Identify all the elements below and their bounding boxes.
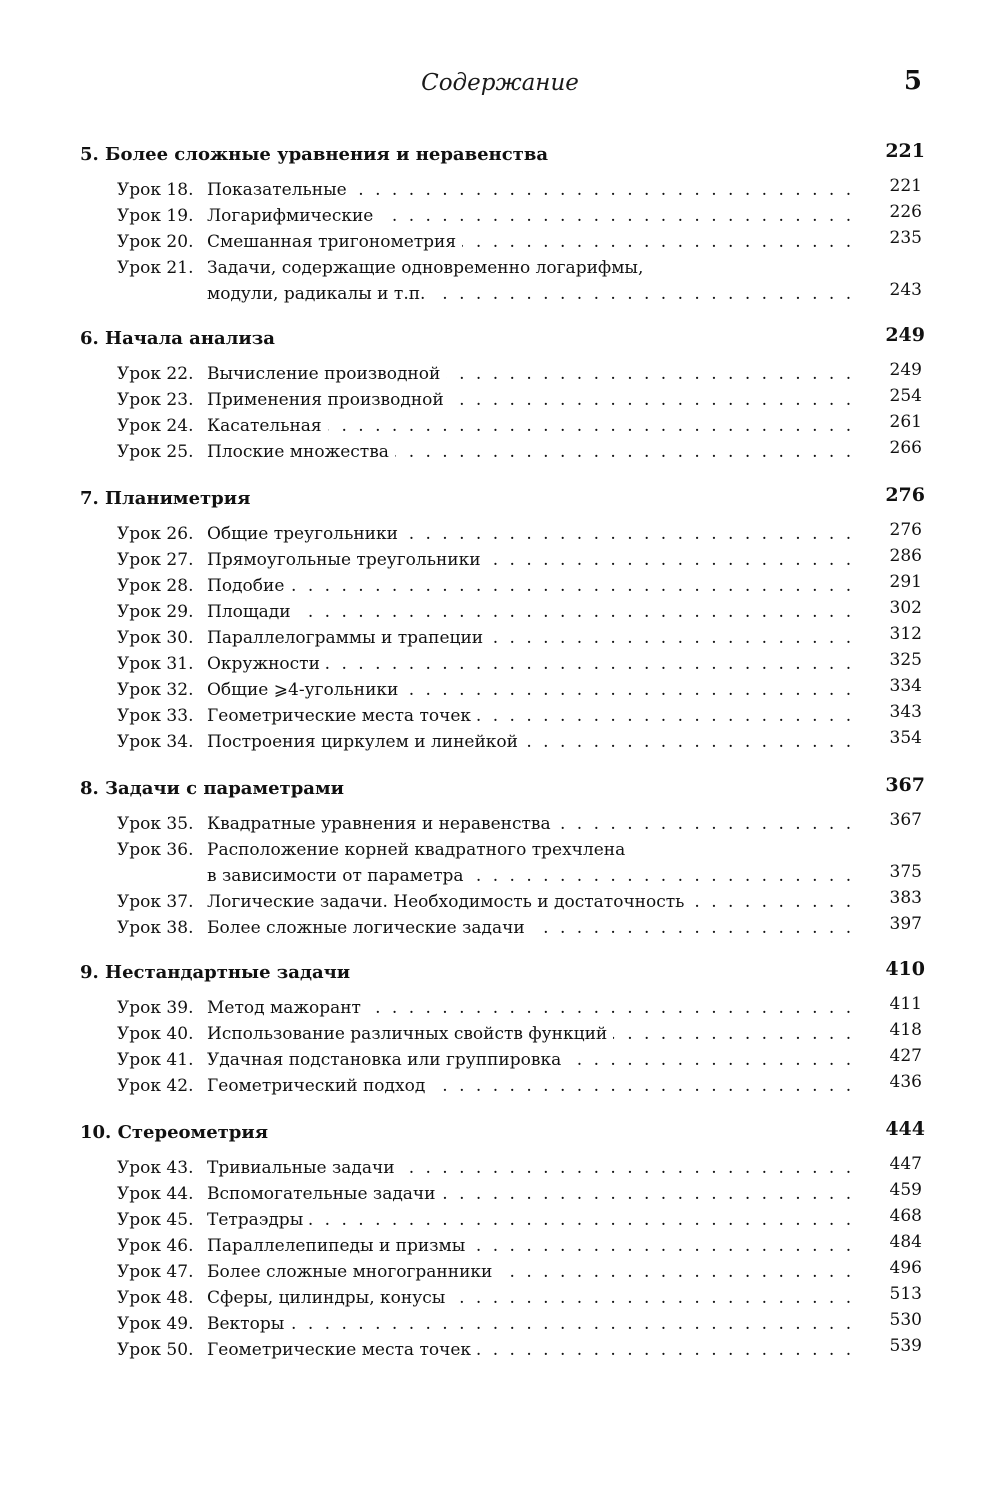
lesson-title: Общие треугольники <box>207 524 404 544</box>
lesson-leader <box>207 524 864 544</box>
lesson-page: 243 <box>889 280 922 300</box>
lesson-title: Использование различных свойств функций <box>207 1024 613 1044</box>
lesson-number: Урок 42. <box>117 1076 194 1096</box>
lesson-leader <box>207 550 864 570</box>
lesson-title: Параллелепипеды и призмы <box>207 1236 471 1256</box>
lesson-leader <box>207 998 864 1018</box>
lesson-page: 302 <box>889 598 922 618</box>
lesson-title: Более сложные многогранники <box>207 1262 498 1282</box>
lesson-page: 427 <box>889 1046 922 1066</box>
lesson-leader <box>207 416 864 436</box>
lesson-page: 354 <box>889 728 922 748</box>
lesson-title: Показательные <box>207 180 353 200</box>
toc-entry <box>117 810 922 840</box>
toc-entry <box>117 650 922 680</box>
lesson-leader <box>207 1314 864 1334</box>
toc-entry <box>117 598 922 628</box>
lesson-title: Квадратные уравнения и неравенства <box>207 814 557 834</box>
toc-entry <box>117 1336 922 1366</box>
lesson-number: Урок 20. <box>117 232 194 252</box>
lesson-leader <box>207 180 864 200</box>
lesson-number: Урок 25. <box>117 442 194 462</box>
toc-entry <box>117 624 922 654</box>
lesson-page: 261 <box>889 412 922 432</box>
lesson-title: Подобие <box>207 576 290 596</box>
chapter-title: 6. Начала анализа <box>80 328 275 349</box>
lesson-page: 513 <box>889 1284 922 1304</box>
toc-entry <box>117 202 922 232</box>
lesson-leader <box>207 390 864 410</box>
lesson-title: Тривиальные задачи <box>207 1158 401 1178</box>
lesson-leader <box>207 918 864 938</box>
chapter-page: 276 <box>885 484 925 506</box>
lesson-leader <box>207 1210 864 1230</box>
chapter-heading <box>80 1118 925 1152</box>
lesson-page: 496 <box>889 1258 922 1278</box>
lesson-title: Тетраэдры <box>207 1210 309 1230</box>
lesson-leader <box>207 206 864 226</box>
toc-entry <box>117 702 922 732</box>
lesson-title: Касательная <box>207 416 328 436</box>
lesson-page: 249 <box>889 360 922 380</box>
lesson-title: Построения циркулем и линейкой <box>207 732 524 752</box>
toc-entry <box>117 1046 922 1076</box>
lesson-leader <box>207 364 864 384</box>
lesson-leader <box>207 1050 864 1070</box>
lesson-number: Урок 23. <box>117 390 194 410</box>
lesson-number: Урок 40. <box>117 1024 194 1044</box>
chapter-title: 9. Нестандартные задачи <box>80 962 351 983</box>
lesson-leader <box>207 628 864 648</box>
lesson-leader <box>207 1184 864 1204</box>
lesson-title-line1: Расположение корней квадратного трехчлена <box>207 840 626 860</box>
toc-entry <box>117 546 922 576</box>
lesson-number: Урок 21. <box>117 258 194 278</box>
lesson-title: модули, радикалы и т.п. <box>207 284 431 304</box>
lesson-title: Смешанная тригонометрия <box>207 232 462 252</box>
toc-entry <box>117 360 922 390</box>
lesson-title: Окружности <box>207 654 326 674</box>
chapter-heading <box>80 774 925 808</box>
lesson-leader <box>207 680 864 700</box>
toc-entry <box>117 438 922 468</box>
lesson-page: 226 <box>889 202 922 222</box>
lesson-number: Урок 32. <box>117 680 194 700</box>
lesson-title: Сферы, цилиндры, конусы <box>207 1288 451 1308</box>
chapter-page: 249 <box>885 324 925 346</box>
lesson-page: 291 <box>889 572 922 592</box>
lesson-title: Параллелограммы и трапеции <box>207 628 489 648</box>
lesson-number: Урок 36. <box>117 840 194 860</box>
lesson-title: Плоские множества <box>207 442 395 462</box>
chapter-heading <box>80 140 925 174</box>
lesson-title: Удачная подстановка или группировка <box>207 1050 567 1070</box>
lesson-page: 539 <box>889 1336 922 1356</box>
lesson-page: 375 <box>889 862 922 882</box>
lesson-number: Урок 26. <box>117 524 194 544</box>
lesson-title: Вспомогательные задачи <box>207 1184 442 1204</box>
chapter-title: 8. Задачи с параметрами <box>80 778 344 799</box>
lesson-number: Урок 43. <box>117 1158 194 1178</box>
toc-entry <box>117 1154 922 1184</box>
lesson-number: Урок 39. <box>117 998 194 1018</box>
toc-entry <box>117 994 922 1024</box>
chapter-page: 410 <box>885 958 925 980</box>
lesson-title: Векторы <box>207 1314 290 1334</box>
lesson-leader <box>207 1262 864 1282</box>
lesson-number: Урок 28. <box>117 576 194 596</box>
lesson-page: 325 <box>889 650 922 670</box>
lesson-page: 266 <box>889 438 922 458</box>
lesson-page: 468 <box>889 1206 922 1226</box>
lesson-number: Урок 44. <box>117 1184 194 1204</box>
lesson-leader <box>207 732 864 752</box>
lesson-page: 397 <box>889 914 922 934</box>
lesson-leader <box>207 706 864 726</box>
lesson-leader <box>207 442 864 462</box>
toc-entry <box>117 840 922 892</box>
lesson-title: Логические задачи. Необходимость и достаточность <box>207 892 690 912</box>
lesson-number: Урок 48. <box>117 1288 194 1308</box>
lesson-page: 447 <box>889 1154 922 1174</box>
lesson-page: 530 <box>889 1310 922 1330</box>
toc-entry <box>117 1232 922 1262</box>
lesson-leader <box>207 814 864 834</box>
toc-entry <box>117 1258 922 1288</box>
lesson-title: Площади <box>207 602 297 622</box>
lesson-title: Логарифмические <box>207 206 379 226</box>
toc-entry <box>117 258 922 310</box>
lesson-page: 254 <box>889 386 922 406</box>
lesson-title: в зависимости от параметра <box>207 866 470 886</box>
lesson-title: Геометрический подход <box>207 1076 431 1096</box>
lesson-page: 459 <box>889 1180 922 1200</box>
lesson-number: Урок 33. <box>117 706 194 726</box>
lesson-title-line1: Задачи, содержащие одновременно логарифмы, <box>207 258 644 278</box>
lesson-leader <box>207 1236 864 1256</box>
lesson-leader <box>207 654 864 674</box>
toc-entry <box>117 1310 922 1340</box>
lesson-number: Урок 27. <box>117 550 194 570</box>
lesson-title: Геометрические места точек <box>207 706 477 726</box>
toc-entry <box>117 412 922 442</box>
lesson-number: Урок 18. <box>117 180 194 200</box>
lesson-number: Урок 19. <box>117 206 194 226</box>
chapter-page: 367 <box>885 774 925 796</box>
chapter-page: 444 <box>885 1118 925 1140</box>
lesson-page: 286 <box>889 546 922 566</box>
chapter-title: 10. Стереометрия <box>80 1122 269 1143</box>
toc-entry <box>117 728 922 758</box>
lesson-page: 383 <box>889 888 922 908</box>
chapter-heading <box>80 484 925 518</box>
lesson-leader <box>207 1076 864 1096</box>
lesson-leader <box>207 1340 864 1360</box>
toc-entry <box>117 676 922 706</box>
lesson-leader <box>207 892 864 912</box>
chapter-heading <box>80 958 925 992</box>
chapter-page: 221 <box>885 140 925 162</box>
lesson-leader <box>207 232 864 252</box>
chapter-title: 5. Более сложные уравнения и неравенства <box>80 144 548 165</box>
chapter-heading <box>80 324 925 358</box>
toc-entry <box>117 1072 922 1102</box>
lesson-number: Урок 29. <box>117 602 194 622</box>
lesson-number: Урок 37. <box>117 892 194 912</box>
toc-entry <box>117 888 922 918</box>
toc-entry <box>117 386 922 416</box>
lesson-number: Урок 47. <box>117 1262 194 1282</box>
toc-entry <box>117 520 922 550</box>
lesson-number: Урок 41. <box>117 1050 194 1070</box>
lesson-title: Более сложные логические задачи <box>207 918 531 938</box>
toc-entry <box>117 572 922 602</box>
toc-entry <box>117 1020 922 1050</box>
lesson-number: Урок 24. <box>117 416 194 436</box>
lesson-title: Вычисление производной <box>207 364 446 384</box>
running-title: Содержание <box>421 70 579 96</box>
page-number: 5 <box>903 66 922 96</box>
lesson-number: Урок 35. <box>117 814 194 834</box>
lesson-page: 411 <box>889 994 922 1014</box>
lesson-number: Урок 49. <box>117 1314 194 1334</box>
lesson-number: Урок 31. <box>117 654 194 674</box>
lesson-leader <box>207 576 864 596</box>
lesson-number: Урок 50. <box>117 1340 194 1360</box>
toc-entry <box>117 176 922 206</box>
lesson-leader <box>207 284 864 304</box>
lesson-title: Общие ⩾4-угольники <box>207 680 404 700</box>
lesson-leader <box>207 866 864 886</box>
lesson-page: 343 <box>889 702 922 722</box>
chapter-title: 7. Планиметрия <box>80 488 251 509</box>
toc-entry <box>117 228 922 258</box>
toc-entry <box>117 1206 922 1236</box>
lesson-number: Урок 30. <box>117 628 194 648</box>
lesson-page: 221 <box>889 176 922 196</box>
lesson-page: 235 <box>889 228 922 248</box>
lesson-number: Урок 38. <box>117 918 194 938</box>
lesson-title: Метод мажорант <box>207 998 367 1018</box>
lesson-number: Урок 45. <box>117 1210 194 1230</box>
lesson-page: 418 <box>889 1020 922 1040</box>
lesson-leader <box>207 602 864 622</box>
lesson-page: 276 <box>889 520 922 540</box>
toc-entry <box>117 1180 922 1210</box>
lesson-page: 436 <box>889 1072 922 1092</box>
toc-entry <box>117 914 922 944</box>
lesson-title: Применения производной <box>207 390 450 410</box>
lesson-page: 484 <box>889 1232 922 1252</box>
lesson-number: Урок 46. <box>117 1236 194 1256</box>
lesson-title: Прямоугольные треугольники <box>207 550 487 570</box>
lesson-page: 367 <box>889 810 922 830</box>
lesson-leader <box>207 1288 864 1308</box>
toc-entry <box>117 1284 922 1314</box>
lesson-title: Геометрические места точек <box>207 1340 477 1360</box>
lesson-page: 312 <box>889 624 922 644</box>
lesson-number: Урок 34. <box>117 732 194 752</box>
lesson-number: Урок 22. <box>117 364 194 384</box>
lesson-leader <box>207 1024 864 1044</box>
lesson-page: 334 <box>889 676 922 696</box>
lesson-leader <box>207 1158 864 1178</box>
